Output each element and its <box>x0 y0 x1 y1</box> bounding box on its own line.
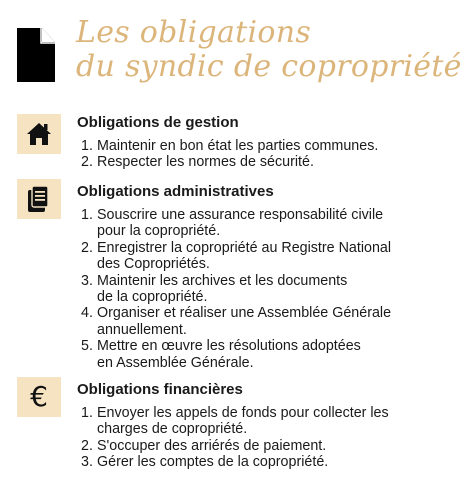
list-item <box>81 454 461 470</box>
item-number: 1. <box>81 138 93 154</box>
euro-badge <box>17 377 61 417</box>
item-number: 2. <box>81 437 93 454</box>
home-badge <box>17 114 61 154</box>
item-number: 2. <box>81 154 93 171</box>
list-item <box>81 207 461 240</box>
list-item <box>81 138 461 154</box>
list-item <box>81 405 461 438</box>
item-number: 3. <box>81 454 93 471</box>
item-text: Respecter les normes de sécurité. <box>97 154 314 171</box>
item-text-line: pour la copropriété. <box>97 223 221 240</box>
list-item <box>81 240 461 273</box>
home-icon <box>26 122 52 146</box>
euro-icon: € <box>30 380 48 413</box>
item-text-line: Mettre en œuvre les résolutions adoptées <box>97 338 361 355</box>
item-text-line: des Copropriétés. <box>97 256 210 273</box>
section-heading: Obligations de gestion <box>77 114 239 131</box>
clipboard-icon <box>28 186 50 212</box>
item-text-line: Enregistrer la copropriété au Registre National <box>97 239 392 256</box>
item-number: 2. <box>81 239 93 256</box>
item-text-line: charges de copropriété. <box>97 421 248 438</box>
list-item <box>81 338 461 371</box>
item-text-line: de la copropriété. <box>97 289 208 306</box>
list-item <box>81 305 461 338</box>
item-text-line: Souscrire une assurance responsabilité civile <box>97 207 384 223</box>
item-number: 5. <box>81 338 93 355</box>
list-item <box>81 273 461 306</box>
item-text-line: en Assemblée Générale. <box>97 354 254 371</box>
section-heading: Obligations financières <box>77 381 243 398</box>
item-text-line: Envoyer les appels de fonds pour collecter les <box>97 405 389 421</box>
title-line-1: Les obligations <box>76 15 312 50</box>
item-text: S'occuper des arriérés de paiement. <box>97 437 327 454</box>
item-text-line: Organiser et réaliser une Assemblée Générale <box>97 305 392 322</box>
item-number: 4. <box>81 305 93 322</box>
item-number: 1. <box>81 405 93 421</box>
document-icon <box>17 28 55 82</box>
list-item <box>81 154 461 170</box>
obligation-list <box>81 138 461 171</box>
item-number: 3. <box>81 272 93 289</box>
page-title <box>76 16 462 84</box>
title-line-2: du syndic de copropriété <box>76 49 462 84</box>
item-text-line: Maintenir les archives et les documents <box>97 272 348 289</box>
item-text: Maintenir en bon état les parties communes. <box>97 138 379 154</box>
item-text: Gérer les comptes de la copropriété. <box>97 454 329 471</box>
list-item <box>81 438 461 454</box>
obligation-list <box>81 405 461 471</box>
item-number: 1. <box>81 207 93 223</box>
clipboard-badge <box>17 179 61 219</box>
obligation-list <box>81 207 461 371</box>
section-heading: Obligations administratives <box>77 183 274 200</box>
item-text-line: annuellement. <box>97 321 187 338</box>
